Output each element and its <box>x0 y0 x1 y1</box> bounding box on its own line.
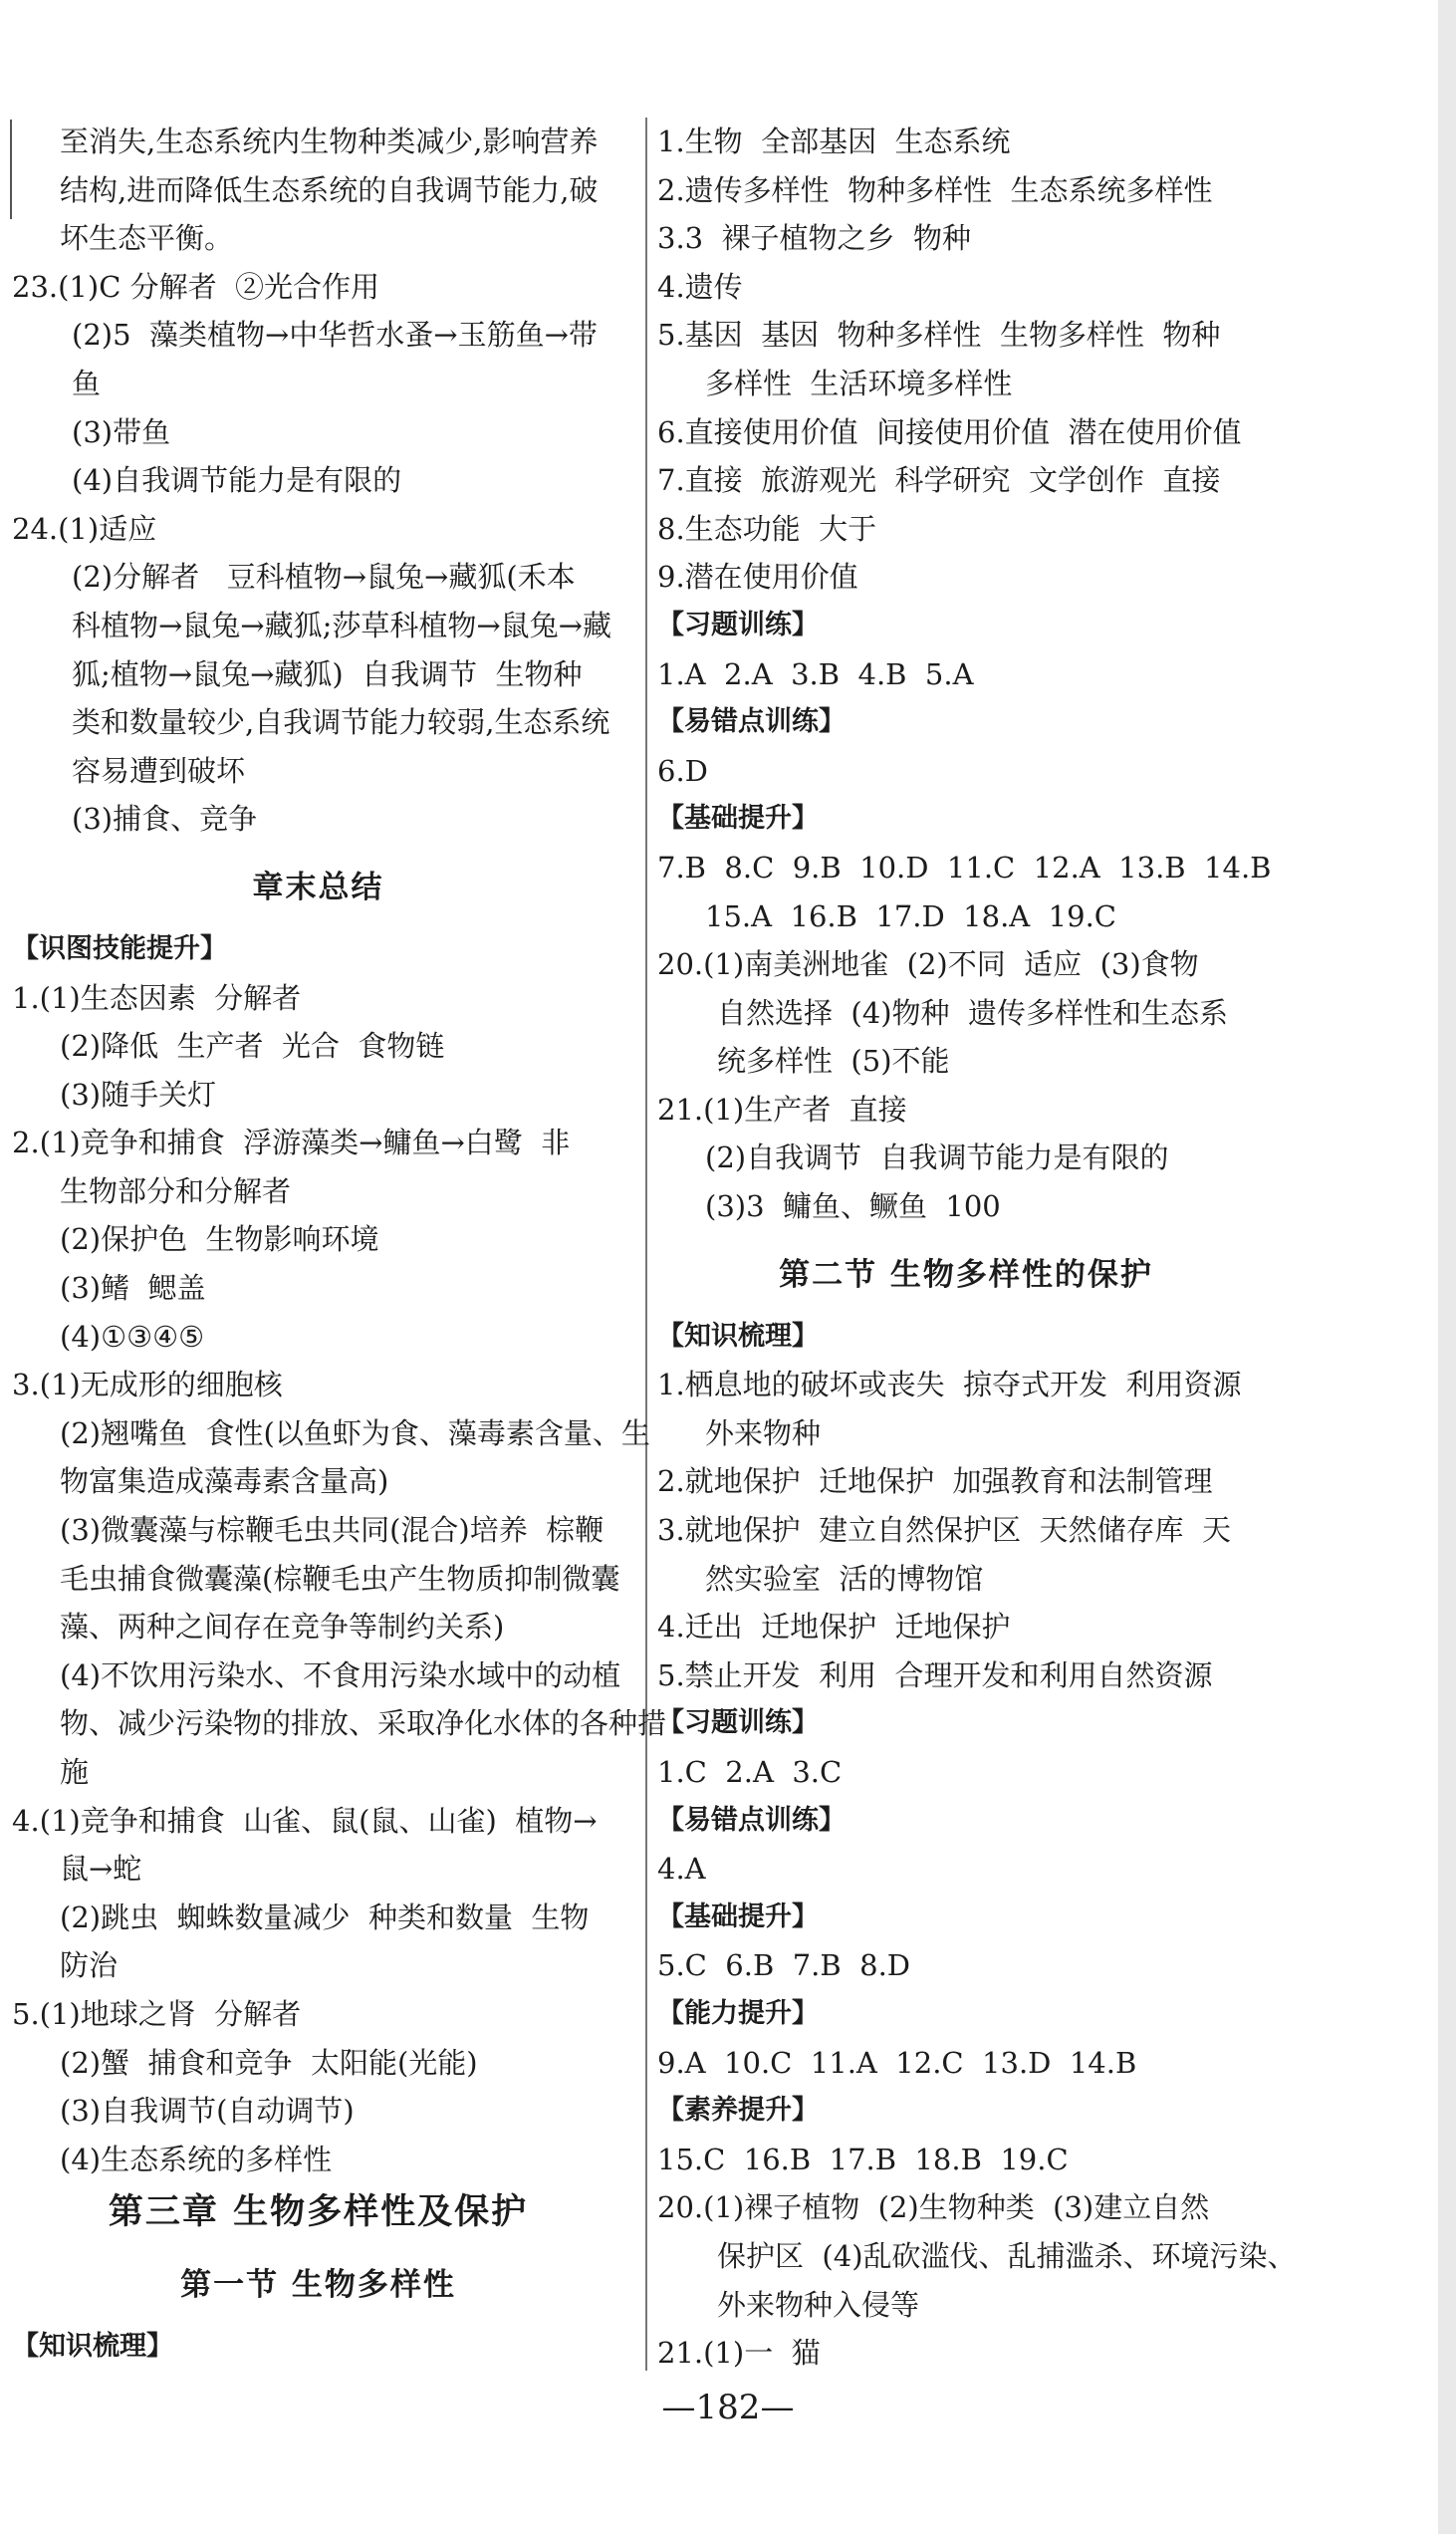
answer-line: 7.直接 旅游观光 科学研究 文学创作 直接 <box>657 463 1221 498</box>
answer-line: 外来物种入侵等 <box>717 2287 920 2322</box>
answer-line: 3.就地保护 建立自然保护区 天然储存库 天 <box>657 1513 1231 1548</box>
answer-line: (3)捕食、竞争 <box>72 802 258 837</box>
answer-line: 21.(1)一 猫 <box>657 2336 821 2371</box>
answer-line: 5.(1)地球之肾 分解者 <box>12 1996 302 2031</box>
answer-line: (4)①③④⑤ <box>60 1319 205 1354</box>
answer-line: 毛虫捕食微囊藻(棕鞭毛虫产生物质抑制微囊 <box>60 1561 620 1596</box>
answer-line: 2.遗传多样性 物种多样性 生态系统多样性 <box>657 172 1213 207</box>
answer-line: 1.(1)生态因素 分解者 <box>12 980 302 1015</box>
section-title: 第一节 生物多样性 <box>180 2267 456 2304</box>
subsection-header: 【易错点训练】 <box>657 1804 846 1836</box>
section-title: 章末总结 <box>252 869 384 905</box>
answer-line: (2)翘嘴鱼 食性(以鱼虾为食、藻毒素含量、生 <box>60 1415 650 1450</box>
answer-line: 3.(1)无成形的细胞核 <box>12 1368 283 1402</box>
answer-line: 狐;植物→鼠兔→藏狐) 自我调节 生物种 <box>72 656 583 691</box>
answer-line: 9.潜在使用价值 <box>657 560 858 595</box>
subsection-header: 【能力提升】 <box>657 1997 819 2029</box>
answer-line: 鱼 <box>72 366 102 400</box>
answer-line: (3)微囊藻与棕鞭毛虫共同(混合)培养 棕鞭 <box>60 1513 605 1548</box>
answer-line: (2)5 藻类植物→中华哲水蚤→玉筋鱼→带 <box>72 318 598 353</box>
subsection-header: 【知识梳理】 <box>657 1320 819 1352</box>
answer-line: (2)分解者 豆科植物→鼠兔→藏狐(禾本 <box>72 560 576 595</box>
subsection-header: 【基础提升】 <box>657 1900 819 1932</box>
answer-line: (4)不饮用污染水、不食用污染水域中的动植 <box>60 1657 621 1692</box>
answer-line: 然实验室 活的博物馆 <box>705 1561 984 1596</box>
answer-line: 23.(1)C 分解者 ②光合作用 <box>12 269 380 304</box>
answer-line: 3.3 裸子植物之乡 物种 <box>657 221 971 256</box>
answer-line: 20.(1)裸子植物 (2)生物种类 (3)建立自然 <box>657 2190 1210 2225</box>
answer-line: 20.(1)南美洲地雀 (2)不同 适应 (3)食物 <box>657 947 1199 982</box>
answer-line: 生物部分和分解者 <box>60 1173 292 1208</box>
subsection-header: 【易错点训练】 <box>657 706 846 738</box>
answer-line: 结构,进而降低生态系统的自我调节能力,破 <box>60 172 599 207</box>
answer-line: (2)保护色 生物影响环境 <box>60 1222 379 1257</box>
answer-line: 21.(1)生产者 直接 <box>657 1092 907 1127</box>
subsection-header: 【基础提升】 <box>657 803 819 835</box>
page-number: —182— <box>661 2388 795 2427</box>
answer-line: (3)带鱼 <box>72 414 171 449</box>
answer-line: (2)降低 生产者 光合 食物链 <box>60 1029 445 1064</box>
answer-line: (4)自我调节能力是有限的 <box>72 463 402 498</box>
answer-line: 9.A 10.C 11.A 12.C 13.D 14.B <box>657 2045 1137 2080</box>
answer-line: 容易遭到破坏 <box>72 753 246 788</box>
subsection-header: 【素养提升】 <box>657 2095 819 2127</box>
answer-line: 1.生物 全部基因 生态系统 <box>657 125 1011 158</box>
answer-line: 至消失,生态系统内生物种类减少,影响营养 <box>60 125 599 158</box>
answer-line: (3)随手关灯 <box>60 1077 217 1112</box>
answer-line: (3)自我调节(自动调节) <box>60 2094 355 2129</box>
left-column <box>12 118 667 2372</box>
answer-line: 6.直接使用价值 间接使用价值 潜在使用价值 <box>657 414 1242 449</box>
answer-line: 外来物种 <box>705 1415 822 1450</box>
answer-line: 统多样性 (5)不能 <box>717 1044 950 1079</box>
answer-line: 4.遗传 <box>657 269 743 304</box>
subsection-header: 【识图技能提升】 <box>12 932 227 964</box>
answer-line: (2)跳虫 蜘蛛数量减少 种类和数量 生物 <box>60 1900 590 1934</box>
answer-line: 5.基因 基因 物种多样性 生物多样性 物种 <box>657 318 1221 353</box>
section-title: 第二节 生物多样性的保护 <box>779 1256 1153 1293</box>
answer-line: 7.B 8.C 9.B 10.D 11.C 12.A 13.B 14.B <box>657 850 1272 885</box>
answer-line: 保护区 (4)乱砍滥伐、乱捕滥杀、环境污染、 <box>717 2238 1297 2273</box>
answer-line: 15.C 16.B 17.B 18.B 19.C <box>657 2142 1069 2176</box>
answer-line: 2.就地保护 迁地保护 加强教育和法制管理 <box>657 1464 1213 1499</box>
answer-line: 1.A 2.A 3.B 4.B 5.A <box>657 656 974 691</box>
answer-line: 自然选择 (4)物种 遗传多样性和生态系 <box>717 995 1228 1030</box>
subsection-header: 【习题训练】 <box>657 609 819 640</box>
answer-line: (4)生态系统的多样性 <box>60 2142 333 2176</box>
answer-line: (2)蟹 捕食和竞争 太阳能(光能) <box>60 2045 478 2080</box>
answer-line: (3)3 鳙鱼、鳜鱼 100 <box>705 1189 1001 1224</box>
answer-line: 类和数量较少,自我调节能力较弱,生态系统 <box>72 705 610 740</box>
page-edge <box>1438 0 1456 2534</box>
answer-line: 1.C 2.A 3.C <box>657 1755 843 1789</box>
answer-line: 施 <box>60 1755 90 1789</box>
answer-line: 科植物→鼠兔→藏狐;莎草科植物→鼠兔→藏 <box>72 608 611 642</box>
subsection-header: 【知识梳理】 <box>12 2331 173 2363</box>
answer-line: 5.禁止开发 利用 合理开发和利用自然资源 <box>657 1657 1213 1692</box>
answer-line: (2)自我调节 自我调节能力是有限的 <box>705 1140 1169 1175</box>
answer-line: 4.迁出 迁地保护 迁地保护 <box>657 1610 1011 1645</box>
answer-line: 5.C 6.B 7.B 8.D <box>657 1948 911 1983</box>
answer-line: 物、减少污染物的排放、采取净化水体的各种措 <box>60 1706 667 1741</box>
answer-line: 15.A 16.B 17.D 18.A 19.C <box>705 898 1116 933</box>
subsection-header: 【习题训练】 <box>657 1707 819 1739</box>
answer-line: (3)鳍 鳃盖 <box>60 1271 206 1306</box>
right-column <box>657 118 1297 2378</box>
chapter-title: 第三章 生物多样性及保护 <box>108 2192 529 2233</box>
answer-line: 鼠→蛇 <box>60 1852 142 1887</box>
answer-line: 防治 <box>60 1948 119 1983</box>
answer-line: 8.生态功能 大于 <box>657 511 877 546</box>
column-divider <box>645 118 647 2371</box>
answer-line: 多样性 生活环境多样性 <box>705 366 1013 400</box>
answer-line: 24.(1)适应 <box>12 511 157 546</box>
answer-line: 2.(1)竞争和捕食 浮游藻类→鳙鱼→白鹭 非 <box>12 1126 571 1160</box>
answer-line: 坏生态平衡。 <box>60 221 234 256</box>
answer-line: 藻、两种之间存在竞争等制约关系) <box>60 1610 505 1645</box>
answer-line: 6.D <box>657 753 708 788</box>
answer-line: 4.(1)竞争和捕食 山雀、鼠(鼠、山雀) 植物→ <box>12 1803 598 1838</box>
answer-line: 4.A <box>657 1852 706 1887</box>
answer-line: 物富集造成藻毒素含量高) <box>60 1464 389 1499</box>
answer-line: 1.栖息地的破坏或丧失 掠夺式开发 利用资源 <box>657 1368 1242 1402</box>
